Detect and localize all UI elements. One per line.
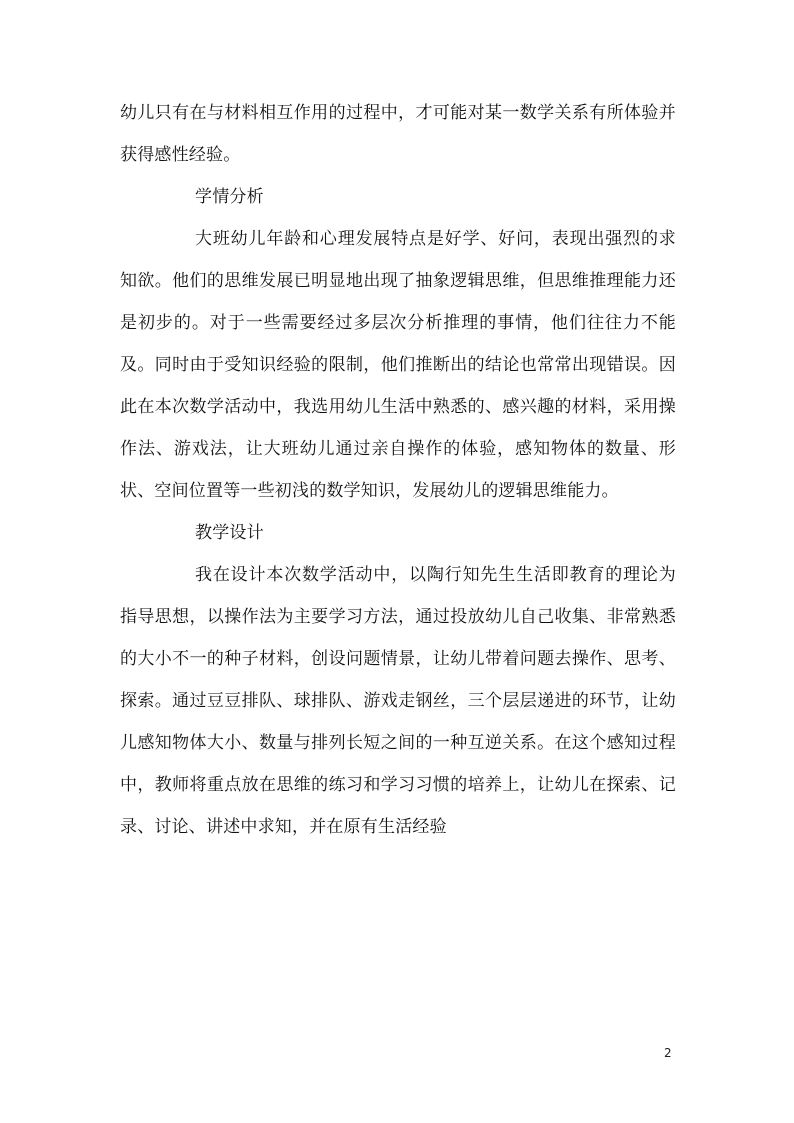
design-paragraph: 我在设计本次数学活动中，以陶行知先生生活即教育的理论为指导思想，以操作法为主要学习方法，通过投放幼儿自己收集、非常熟悉的大小不一的种子材料，创设问题情景，让幼儿带着问题去操作、思考、探索。通过豆豆排队、球排队、游戏走钢丝，三个层层递进的环节，让幼儿感知物体大小、数量与排列长短之间的一种互逆关系。在这个感知过程中，教师将重点放在思维的练习和学习习惯的培养上，让幼儿在探索、记录、讨论、讲述中求知，并在原有生活经验 <box>120 565 676 837</box>
section-heading-design: 教学设计 <box>195 523 264 543</box>
intro-paragraph: 幼儿只有在与材料相互作用的过程中，才可能对某一数学关系有所体验并获得感性经验。 <box>120 103 676 165</box>
analysis-paragraph: 大班幼儿年龄和心理发展特点是好学、好问，表现出强烈的求知欲。他们的思维发展已明显地出现了抽象逻辑思维，但思维推理能力还是初步的。对于一些需要经过多层次分析推理的事情，他们往往力不能及。同时由于受知识经验的限制，他们推断出的结论也常常出现错误。因此在本次数学活动中，我选用幼儿生活中熟悉的、感兴趣的材料，采用操作法、游戏法，让大班幼儿通过亲自操作的体验，感知物体的数量、形状、空间位置等一些初浅的数学知识，发展幼儿的逻辑思维能力。 <box>120 229 676 501</box>
document-body <box>120 92 676 848</box>
section-heading-analysis: 学情分析 <box>195 187 264 207</box>
page-number: 2 <box>664 1046 672 1060</box>
